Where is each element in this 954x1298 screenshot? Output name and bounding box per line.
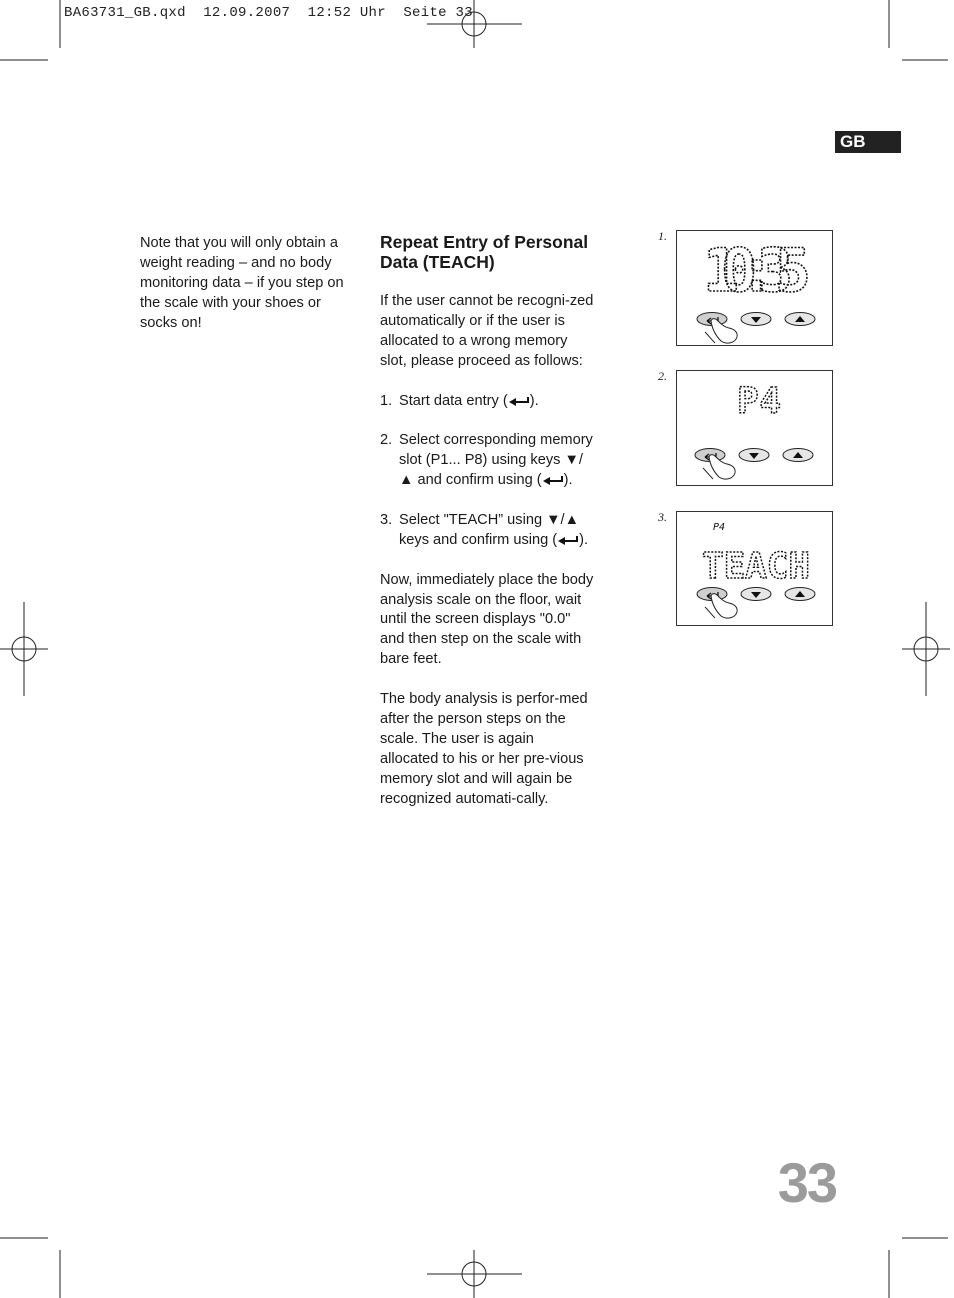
- section-title: Repeat Entry of Personal Data (TEACH): [380, 232, 589, 272]
- lcd-readout: 10:35: [703, 236, 811, 306]
- note-paragraph: Note that you will only obtain a weight reading – and no body monitoring data – if you step on the scale with your shoes or socks on!: [140, 235, 344, 331]
- analysis-paragraph: The body analysis is perfor-med after the person steps on the scale. The user is again allocated to his or her pre-vious memory slot and will again be recognized automati-cally.: [380, 691, 588, 807]
- figure-2-display: [676, 370, 833, 486]
- enter-key-icon: [508, 396, 530, 406]
- step-1: 1. Start data entry ( ).: [380, 392, 539, 409]
- step-3: 3. Select "TEACH” using ▼/▲ keys and confirm using ( ).: [380, 511, 589, 548]
- figure-1-display: [676, 230, 833, 346]
- figure-2-label: 2.: [658, 369, 667, 383]
- intro-paragraph: If the user cannot be recogni-zed automatically or if the user is allocated to a wrong memory slot, please proceed as follows:: [380, 293, 594, 369]
- enter-key-icon: [542, 475, 564, 485]
- lcd-subreadout: P4: [713, 522, 726, 533]
- figure-3-label: 3.: [658, 510, 667, 524]
- page-number: 33: [777, 1151, 836, 1214]
- step-2: 2. Select corresponding memory slot (P1... P8) using keys ▼/▲ and confirm using ( ).: [380, 432, 593, 489]
- figure-1-label: 1.: [658, 229, 667, 243]
- language-tab: GB: [835, 131, 901, 153]
- enter-key-icon: [557, 535, 579, 545]
- teach-section: [380, 232, 595, 829]
- lcd-readout: P4: [737, 381, 781, 422]
- figure-3-display: [676, 511, 833, 626]
- file-slug: BA63731_GB.qxd 12.09.2007 12:52 Uhr Seite 33: [64, 5, 473, 21]
- placement-paragraph: Now, immediately place the body analysis scale on the floor, wait until the screen displays "0.0" and then step on the scale with bare feet.: [380, 571, 594, 668]
- lcd-readout: TEACH: [702, 546, 810, 587]
